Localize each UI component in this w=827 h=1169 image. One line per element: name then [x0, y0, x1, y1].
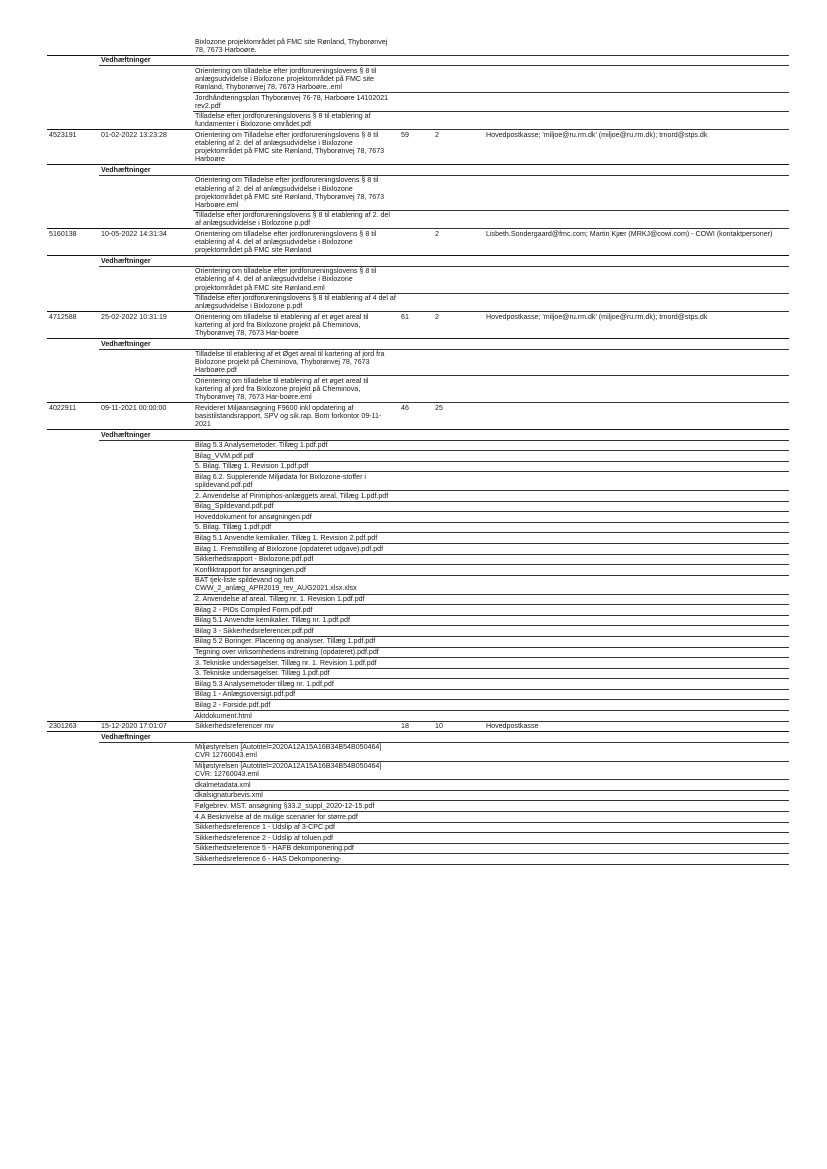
- attachment-row: [47, 175, 789, 210]
- attachment-name: Bilag 5.2 Boringer. Placering og analyser. Tillæg 1.pdf.pdf: [193, 636, 399, 647]
- record-subject: Revideret Miljøansøgning F9600 inkl opdatering af basistilstandsrapport, SPV og sik.rap. Bom forkontor 09-11-2021: [193, 403, 399, 430]
- attachment-name: Orientering om tilladelse til etablering af et øget areal til kartering af jord fra Bixlozone projekt på Cheminova, Thyborønvej 78, 7673 Har-boøre.eml: [193, 376, 399, 403]
- attachment-name: 2. Anvendelse af Pirimiphos-anlæggets areal. Tillæg 1.pdf.pdf: [193, 491, 399, 502]
- journal-table: [47, 37, 789, 865]
- attachment-row: [47, 461, 789, 472]
- attachment-name: Orientering om Tilladelse efter jordforureningslovens § 8 til etablering af 2. del af anlægsudvidelse i Bixlozone projektområdet på FMC site Rønland, Thyborønvej 78, 7673 Harboøre.eml: [193, 175, 399, 210]
- attachment-row: [47, 491, 789, 502]
- record-count-a: 46: [399, 403, 433, 430]
- record-date: 10-05-2022 14:31:34: [99, 229, 193, 256]
- record-recipients: Lisbeth.Sondergaard@fmc.com; Martin Kjær (MRKJ@cowi.com) - COWI (kontaktpersoner): [484, 229, 789, 256]
- record-date: 25-02-2022 10:31:19: [99, 312, 193, 339]
- attachment-row: [47, 801, 789, 812]
- record-id: 4712588: [47, 312, 99, 339]
- attachment-row: [47, 451, 789, 462]
- attachment-name: Sikkerhedsreference 2 - Udslip af toluen.pdf: [193, 833, 399, 844]
- attachment-name: 3. Tekniske undersøgelser. Tillæg nr. 1. Revision 1.pdf.pdf: [193, 658, 399, 669]
- attachment-name: Tegning over virksomhedens indretning (opdateret).pdf.pdf: [193, 647, 399, 658]
- attachments-header-row: [47, 165, 789, 176]
- attachment-row: [47, 790, 789, 801]
- attachment-row: [47, 533, 789, 544]
- attachment-row: [47, 605, 789, 616]
- attachment-row: [47, 636, 789, 647]
- attachment-row: [47, 266, 789, 293]
- attachment-row: [47, 594, 789, 605]
- journal-body: [47, 37, 789, 864]
- record-count-a: 18: [399, 721, 433, 732]
- record-id: 4022911: [47, 403, 99, 430]
- attachment-name: Hoveddokument for ansøgningen.pdf: [193, 512, 399, 523]
- record-row: [47, 130, 789, 165]
- attachment-name: 2. Anvendelse af areal. Tillæg nr. 1. Revision 1.pdf.pdf: [193, 594, 399, 605]
- record-row: [47, 312, 789, 339]
- attachment-name: Sikkerhedsreference 6 - HAS Dekomponering-: [193, 854, 399, 865]
- record-subject: Sikkerhedsreferencer mv: [193, 721, 399, 732]
- attachment-row: [47, 472, 789, 491]
- attachment-name: Tilladelse til etablering af et Øget areal til kartering af jord fra Bixlozone projekt på Cheminova, Thyborønvej 78, 7673 Harboøre.pdf: [193, 349, 399, 376]
- attachment-row: [47, 658, 789, 669]
- record-subject: Orientering om tilladelse til etablering af et øget areal til kartering af jord fra Bixlozone projekt på Cheminova, Thyborønvej 78, 7673 Har-boøre: [193, 312, 399, 339]
- record-id: 5160138: [47, 229, 99, 256]
- attachment-name: 4.A Beskrivelse af de mulige scenarier for større.pdf: [193, 812, 399, 823]
- attachment-name: dkalsignaturbevis.xml: [193, 790, 399, 801]
- record-date: 09-11-2021 00:00:00: [99, 403, 193, 430]
- attachment-row: [47, 66, 789, 93]
- attachment-name: Bixlozone projektområdet på FMC site Rønland, Thyborønvej 78, 7673 Harboøre.: [193, 37, 399, 55]
- attachment-row: [47, 111, 789, 130]
- attachment-name: Sikkerhedsreference 5 - HAFB dekomponering.pdf: [193, 843, 399, 854]
- attachment-name: Tilladelse efter jordforureningslovens § 8 til etablering af fundamenter i Bixlozone området.pdf: [193, 111, 399, 130]
- attachment-name: Bilag 6.2. Supplerende Miljødata for Bixlozone-stoffer i spildevand.pdf.pdf: [193, 472, 399, 491]
- attachment-row: [47, 843, 789, 854]
- record-count-b: 2: [433, 312, 484, 339]
- record-recipients: [484, 403, 789, 430]
- attachment-row: [47, 822, 789, 833]
- attachment-name: Konfliktrapport for ansøgningen.pdf: [193, 565, 399, 576]
- attachments-header-row: [47, 55, 789, 66]
- attachment-name: Miljøstyrelsen [Autotitel=2020A12A15A16B34B54B050464] CVR 12760043.eml: [193, 742, 399, 761]
- attachment-row: [47, 575, 789, 594]
- attachment-row: [47, 440, 789, 451]
- record-count-b: 25: [433, 403, 484, 430]
- attachment-row: [47, 93, 789, 112]
- attachment-name: Bilag 5.1 Anvendte kemikalier. Tillæg nr. 1.pdf.pdf: [193, 615, 399, 626]
- record-count-b: 2: [433, 229, 484, 256]
- record-recipients: Hovedpostkasse; 'miljoe@ru.rm.dk' (miljoe@ru.rm.dk); trnord@stps.dk: [484, 130, 789, 165]
- attachment-row: [47, 615, 789, 626]
- attachment-name: Orientering om tilladelse efter jordforureningslovens § 8 til etablering af 4. del af anlægsudvidelse i Bixlozone projektområdet på FMC site Rønland.eml: [193, 266, 399, 293]
- attachment-row: [47, 742, 789, 761]
- attachment-row: [47, 679, 789, 690]
- attachment-name: Bilag 2 - Forside.pdf.pdf: [193, 700, 399, 711]
- record-row: [47, 403, 789, 430]
- attachments-header-row: [47, 732, 789, 743]
- attachments-label: Vedhæftninger: [99, 430, 193, 441]
- attachment-name: Bilag 5.1 Anvendte kemikalier. Tillæg 1. Revision 2.pdf.pdf: [193, 533, 399, 544]
- document-page: [47, 37, 789, 865]
- attachment-name: Jordhåndteringsplan Thyborønvej 76-78, Harboøre 14102021 rev2.pdf: [193, 93, 399, 112]
- attachment-row: [47, 668, 789, 679]
- record-recipients: Hovedpostkasse: [484, 721, 789, 732]
- attachment-name: dkalmetadata.xml: [193, 780, 399, 791]
- attachment-name: BAT tjek-liste spildevand og luft CWW_2_anlæg_APR2019_rev_AUG2021.xlsx.xlsx: [193, 575, 399, 594]
- attachment-row: [47, 293, 789, 312]
- attachment-row: [47, 833, 789, 844]
- record-subject: Orientering om tilladelse efter jordforureningslovens § 8 til etablering af 4. del af anlægsudvidelse i Bixlozone projektområdet på FMC site Rønland: [193, 229, 399, 256]
- attachment-name: Bilag_VVM.pdf.pdf: [193, 451, 399, 462]
- attachment-name: Bilag 5.3 Analysemetoder tillæg nr. 1.pdf.pdf: [193, 679, 399, 690]
- attachment-name: Bilag 2 - PIDs Compiled Form.pdf.pdf: [193, 605, 399, 616]
- attachment-name: 5. Bilag. Tillæg 1.pdf.pdf: [193, 522, 399, 533]
- attachment-name: 5. Bilag. Tillæg 1. Revision 1.pdf.pdf: [193, 461, 399, 472]
- attachments-header-row: [47, 256, 789, 267]
- record-count-a: [399, 229, 433, 256]
- record-id: 2301263: [47, 721, 99, 732]
- attachment-row: [47, 210, 789, 229]
- attachment-row: [47, 554, 789, 565]
- attachment-row: [47, 854, 789, 865]
- attachments-label: Vedhæftninger: [99, 55, 193, 66]
- record-subject: Orientering om Tilladelse efter jordforureningslovens § 8 til etablering af 2. del af anlægsudvidelse i Bixlozone projektområdet på FMC site Rønland, Thyborønvej 78, 7673 Harboøre: [193, 130, 399, 165]
- attachment-row: [47, 700, 789, 711]
- attachments-label: Vedhæftninger: [99, 339, 193, 350]
- attachment-name: Orientering om tilladelse efter jordforureningslovens § 8 til anlægsudvidelse i Bixlozone projektområdet på FMC site Rønland, Thyborønvej 78, 7673 Harboøre..eml: [193, 66, 399, 93]
- attachment-row: [47, 349, 789, 376]
- attachments-label: Vedhæftninger: [99, 165, 193, 176]
- attachment-name: Bilag 1. Fremstilling af Bixlozone (opdateret udgave).pdf.pdf: [193, 544, 399, 555]
- record-recipients: Hovedpostkasse; 'miljoe@ru.rm.dk' (miljoe@ru.rm.dk); trnord@stps.dk: [484, 312, 789, 339]
- attachment-row: [47, 626, 789, 637]
- attachment-name: Aktdokument.html: [193, 711, 399, 722]
- attachment-row: [47, 812, 789, 823]
- attachment-row: [47, 522, 789, 533]
- attachments-header-row: [47, 339, 789, 350]
- attachment-name: Sikkerhedsrapport - Bixlozone.pdf.pdf: [193, 554, 399, 565]
- attachment-row: [47, 565, 789, 576]
- record-id: 4523191: [47, 130, 99, 165]
- attachment-row: [47, 501, 789, 512]
- attachment-name: 3. Tekniske undersøgelser. Tillæg 1.pdf.pdf: [193, 668, 399, 679]
- attachment-row: [47, 647, 789, 658]
- attachment-row: [47, 711, 789, 722]
- record-row: [47, 229, 789, 256]
- attachment-name: Bilag 1 - Anlægsoversigt.pdf.pdf: [193, 689, 399, 700]
- attachment-row: [47, 689, 789, 700]
- attachment-name: Tilladelse efter jordforureningslovens § 8 til etablering af 4 del af anlægsudvidelse i Bixlozone p.pdf: [193, 293, 399, 312]
- record-date: 01-02-2022 13:23:28: [99, 130, 193, 165]
- attachment-name: Tilladelse efter jordforureningslovens § 8 til etablering af 2. del af anlægsudvidelse i Bixlozone p.pdf: [193, 210, 399, 229]
- attachment-row: [47, 512, 789, 523]
- attachment-name: Bilag 5.3 Analysemetoder. Tillæg 1.pdf.pdf: [193, 440, 399, 451]
- attachments-label: Vedhæftninger: [99, 732, 193, 743]
- attachment-name: Sikkerhedsreference 1 - Udslip af 3-CPC.pdf: [193, 822, 399, 833]
- record-count-a: 59: [399, 130, 433, 165]
- attachments-label: Vedhæftninger: [99, 256, 193, 267]
- attachments-header-row: [47, 430, 789, 441]
- record-count-a: 61: [399, 312, 433, 339]
- attachment-name: Følgebrev. MST. ansøgning §33.2_suppl_2020-12-15.pdf: [193, 801, 399, 812]
- attachment-name: Bilag 3 - Sikkerhedsreferencer.pdf.pdf: [193, 626, 399, 637]
- attachment-row: [47, 376, 789, 403]
- attachment-row: [47, 761, 789, 780]
- attachment-row: [47, 37, 789, 55]
- attachment-name: Miljøstyrelsen [Autotitel=2020A12A15A16B34B54B050464] CVR: 12760043.eml: [193, 761, 399, 780]
- attachment-row: [47, 544, 789, 555]
- attachment-name: Bilag_Spildevand.pdf.pdf: [193, 501, 399, 512]
- record-date: 15-12-2020 17:01:07: [99, 721, 193, 732]
- record-count-b: 10: [433, 721, 484, 732]
- attachment-row: [47, 780, 789, 791]
- record-count-b: 2: [433, 130, 484, 165]
- record-row: [47, 721, 789, 732]
